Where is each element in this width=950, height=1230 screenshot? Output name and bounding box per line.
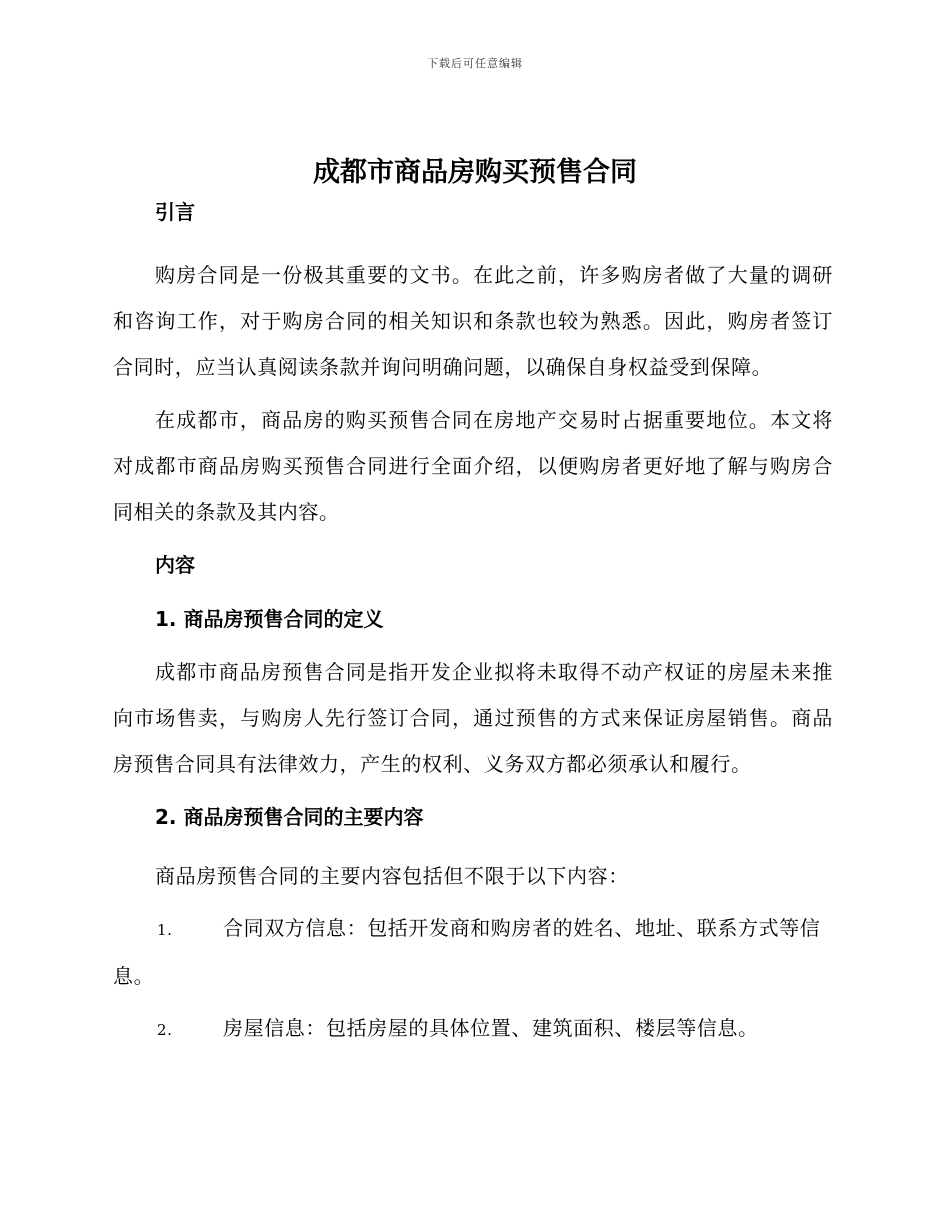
list-item-number: 2. [157, 1021, 173, 1039]
section-heading-intro: 引言 [155, 200, 195, 224]
header-note: 下载后可任意编辑 [427, 57, 523, 70]
subsection-heading-main-content: 2. 商品房预售合同的主要内容 [155, 805, 424, 829]
intro-paragraph-1: 购房合同是一份极其重要的文书。在此之前，许多购房者做了大量的调研和咨询工作，对于购房合同的相关知识和条款也较为熟悉。因此，购房者签订合同时，应当认真阅读条款并询问明确问题，以确保自身权益受到保障。 [113, 263, 833, 379]
document-body [113, 196, 833, 1053]
intro-paragraph-2: 在成都市，商品房的购买预售合同在房地产交易时占据重要地位。本文将对成都市商品房购买预售合同进行全面介绍，以便购房者更好地了解与购房合同相关的条款及其内容。 [113, 408, 833, 524]
list-item-text: 合同双方信息：包括开发商和购房者的姓名、地址、联系方式等信息。 [113, 916, 821, 988]
section-heading-content: 内容 [155, 553, 195, 577]
subsection-heading-definition: 1. 商品房预售合同的定义 [155, 607, 384, 631]
list-item [113, 1005, 833, 1053]
list-item [113, 905, 833, 999]
main-content-intro-paragraph: 商品房预售合同的主要内容包括但不限于以下内容： [155, 864, 629, 888]
list-item-number: 1. [157, 921, 173, 939]
list-item-text: 房屋信息：包括房屋的具体位置、建筑面积、楼层等信息。 [223, 1016, 759, 1040]
definition-paragraph: 成都市商品房预售合同是指开发企业拟将未取得不动产权证的房屋未来推向市场售卖，与购房人先行签订合同，通过预售的方式来保证房屋销售。商品房预售合同具有法律效力，产生的权利、义务双方都必须承认和履行。 [113, 660, 833, 776]
document-title: 成都市商品房购买预售合同 [313, 157, 637, 188]
